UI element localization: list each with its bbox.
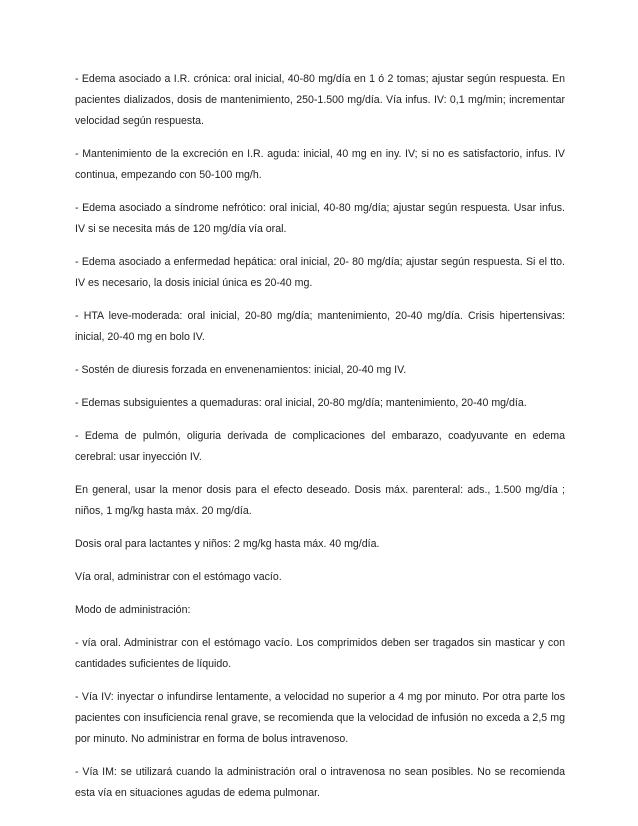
paragraph-dosis-lactantes: Dosis oral para lactantes y niños: 2 mg/kg hasta máx. 40 mg/día. — [75, 538, 380, 550]
paragraph-admin-im: - Vía IM: se utilizará cuando la administración oral o intravenosa no sean posibles. No se recomienda esta vía en situaciones agudas de edema pulmonar. — [75, 766, 565, 799]
paragraph-diuresis-forzada: - Sostén de diuresis forzada en envenenamientos: inicial, 20-40 mg IV. — [75, 364, 407, 376]
paragraph-admin-iv: - Vía IV: inyectar o infundirse lentamente, a velocidad no superior a 4 mg por minuto. Por otra parte los pacientes con insuficiencia renal grave, se recomienda que la velocidad de infusión no exceda a 2,5 mg por minuto. No administrar en forma de bolus intravenoso. — [75, 691, 565, 745]
paragraph-edema-pulmon: - Edema de pulmón, oliguria derivada de complicaciones del embarazo, coadyuvante en edema cerebral: usar inyección IV. — [75, 430, 565, 463]
paragraph-enfermedad-hepatica: - Edema asociado a enfermedad hepática: oral inicial, 20- 80 mg/día; ajustar según respuesta. Si el tto. IV es necesario, la dosis inicial única es 20-40 mg. — [75, 256, 565, 289]
paragraph-quemaduras: - Edemas subsiguientes a quemaduras: oral inicial, 20-80 mg/día; mantenimiento, 20-40 mg/día. — [75, 397, 527, 409]
paragraph-edema-ir-cronica: - Edema asociado a I.R. crónica: oral inicial, 40-80 mg/día en 1 ó 2 tomas; ajustar según respuesta. En pacientes dializados, dosis de mantenimiento, 250-1.500 mg/día. Vía infus. IV: 0,1 mg/min; incrementar velocidad según respuesta. — [75, 73, 565, 127]
paragraph-hta: - HTA leve-moderada: oral inicial, 20-80 mg/día; mantenimiento, 20-40 mg/día. Crisis hipertensivas: inicial, 20-40 mg en bolo IV. — [75, 310, 565, 343]
paragraph-sindrome-nefrotico: - Edema asociado a síndrome nefrótico: oral inicial, 40-80 mg/día; ajustar según respuesta. Usar infus. IV si se necesita más de 120 mg/día vía oral. — [75, 202, 565, 235]
document-page — [75, 69, 565, 816]
paragraph-modo-administracion: Modo de administración: — [75, 604, 191, 616]
paragraph-via-oral: Vía oral, administrar con el estómago vacío. — [75, 571, 282, 583]
paragraph-dosis-general: En general, usar la menor dosis para el efecto deseado. Dosis máx. parenteral: ads., 1.500 mg/día ; niños, 1 mg/kg hasta máx. 20 mg/día. — [75, 484, 565, 517]
paragraph-admin-oral: - vía oral. Administrar con el estómago vacío. Los comprimidos deben ser tragados sin masticar y con cantidades suficientes de líquido. — [75, 637, 565, 670]
paragraph-ir-aguda: - Mantenimiento de la excreción en I.R. aguda: inicial, 40 mg en iny. IV; si no es satisfactorio, infus. IV continua, empezando con 50-100 mg/h. — [75, 148, 565, 181]
